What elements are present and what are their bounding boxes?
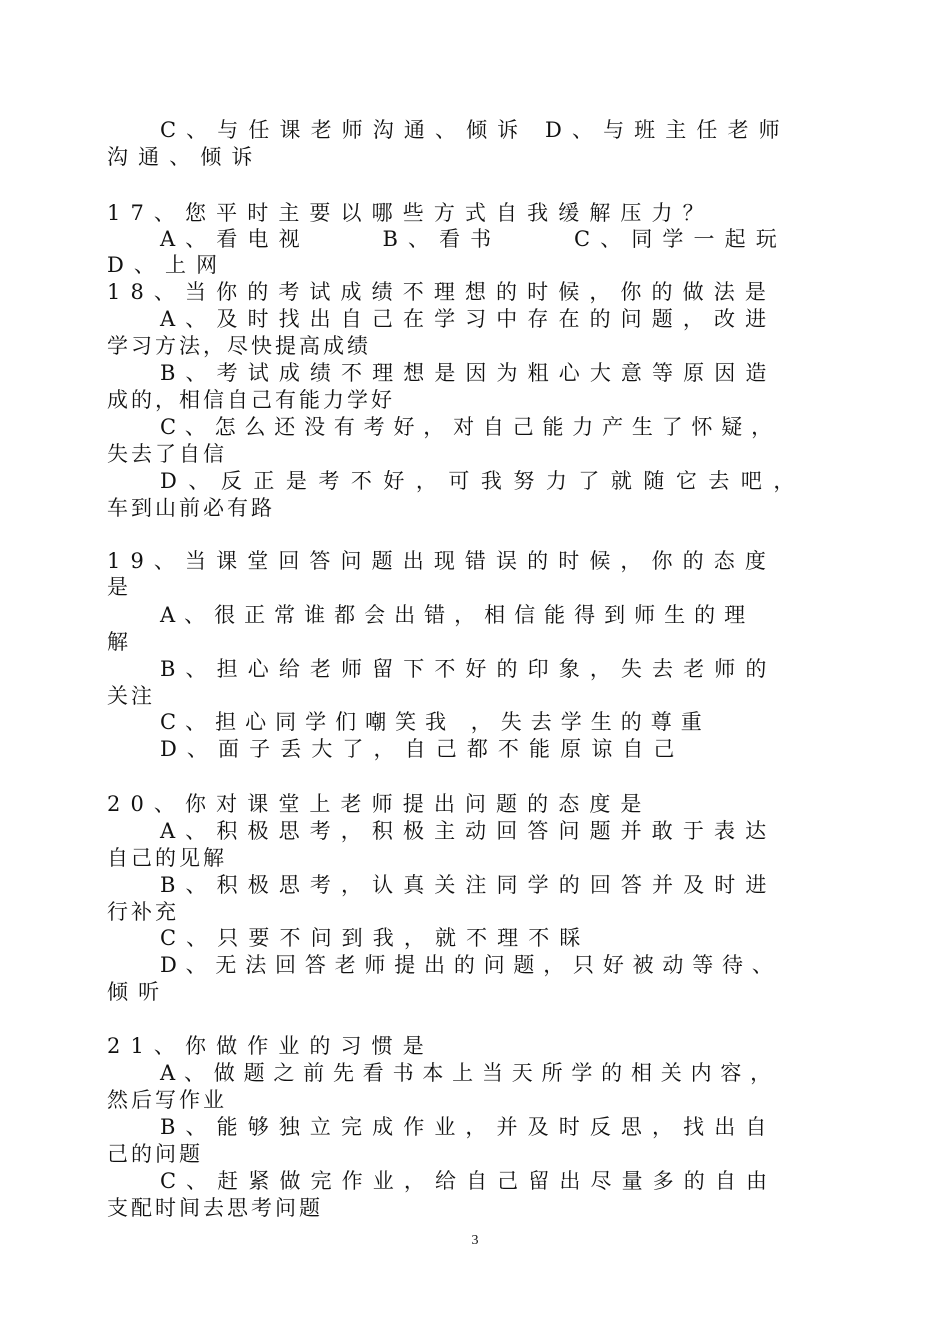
text-line: 关注 [107,684,155,708]
text-line: A、积极思考，积极主动回答问题并敢于表达 [160,819,777,843]
text-line: 车到山前必有路 [107,496,275,520]
text-line: B、担心给老师留下不好的印象，失去老师的 [160,657,777,681]
text-line: D、无法回答老师提出的问题，只好被动等待、 [160,953,782,977]
text-line: A、看电视 B、看书 C、同学一起玩 [160,227,787,251]
text-line: D、面子丢大了，自己都不能原谅自己 [160,737,685,761]
text-line: 然后写作业 [107,1088,227,1112]
text-line: A、做题之前先看书本上当天所学的相关内容， [160,1061,780,1085]
text-line: 支配时间去思考问题 [107,1196,323,1220]
text-line: 失去了自信 [107,442,227,466]
text-line: C、担心同学们嘲笑我 ，失去学生的尊重 [160,710,711,734]
text-line: D、上网 [107,253,228,277]
text-line: C、只要不问到我，就不理不睬 [160,926,591,950]
text-line: 学习方法，尽快提高成绩 [107,334,371,358]
text-line: A、及时找出自己在学习中存在的问题，改进 [160,307,777,331]
text-line: 20、你对课堂上老师提出问题的态度是 [107,792,652,816]
text-line: 己的问题 [107,1142,203,1166]
text-line: C、怎么还没有考好，对自己能力产生了怀疑， [160,415,781,439]
page-number: 3 [471,1233,479,1248]
text-line: 成的，相信自己有能力学好 [107,388,395,412]
text-line: 18、当你的考试成绩不理想的时候，你的做法是 [107,280,776,304]
text-line: C、与任课老师沟通、倾诉 D、与班主任老师 [160,118,790,142]
text-line: 沟通、倾诉 [107,145,263,169]
text-line: 行补充 [107,900,179,924]
text-line: 19、当课堂回答问题出现错误的时候，你的态度 [107,549,776,573]
text-line: 是 [107,575,131,599]
text-line: B、积极思考，认真关注同学的回答并及时进 [160,873,777,897]
text-line: C、赶紧做完作业，给自己留出尽量多的自由 [160,1169,778,1193]
text-line: 21、你做作业的习惯是 [107,1034,434,1058]
text-line: 自己的见解 [107,846,227,870]
text-line: D、反正是考不好，可我努力了就随它去吧， [160,469,806,493]
text-line: 17、您平时主要以哪些方式自我缓解压力？ [107,201,714,225]
text-line: 解 [107,630,131,654]
text-line: 倾听 [107,980,170,1004]
text-line: B、考试成绩不理想是因为粗心大意等原因造 [160,361,777,385]
text-line: B、能够独立完成作业，并及时反思，找出自 [160,1115,777,1139]
text-line: A、很正常谁都会出错，相信能得到师生的理 [160,603,755,627]
